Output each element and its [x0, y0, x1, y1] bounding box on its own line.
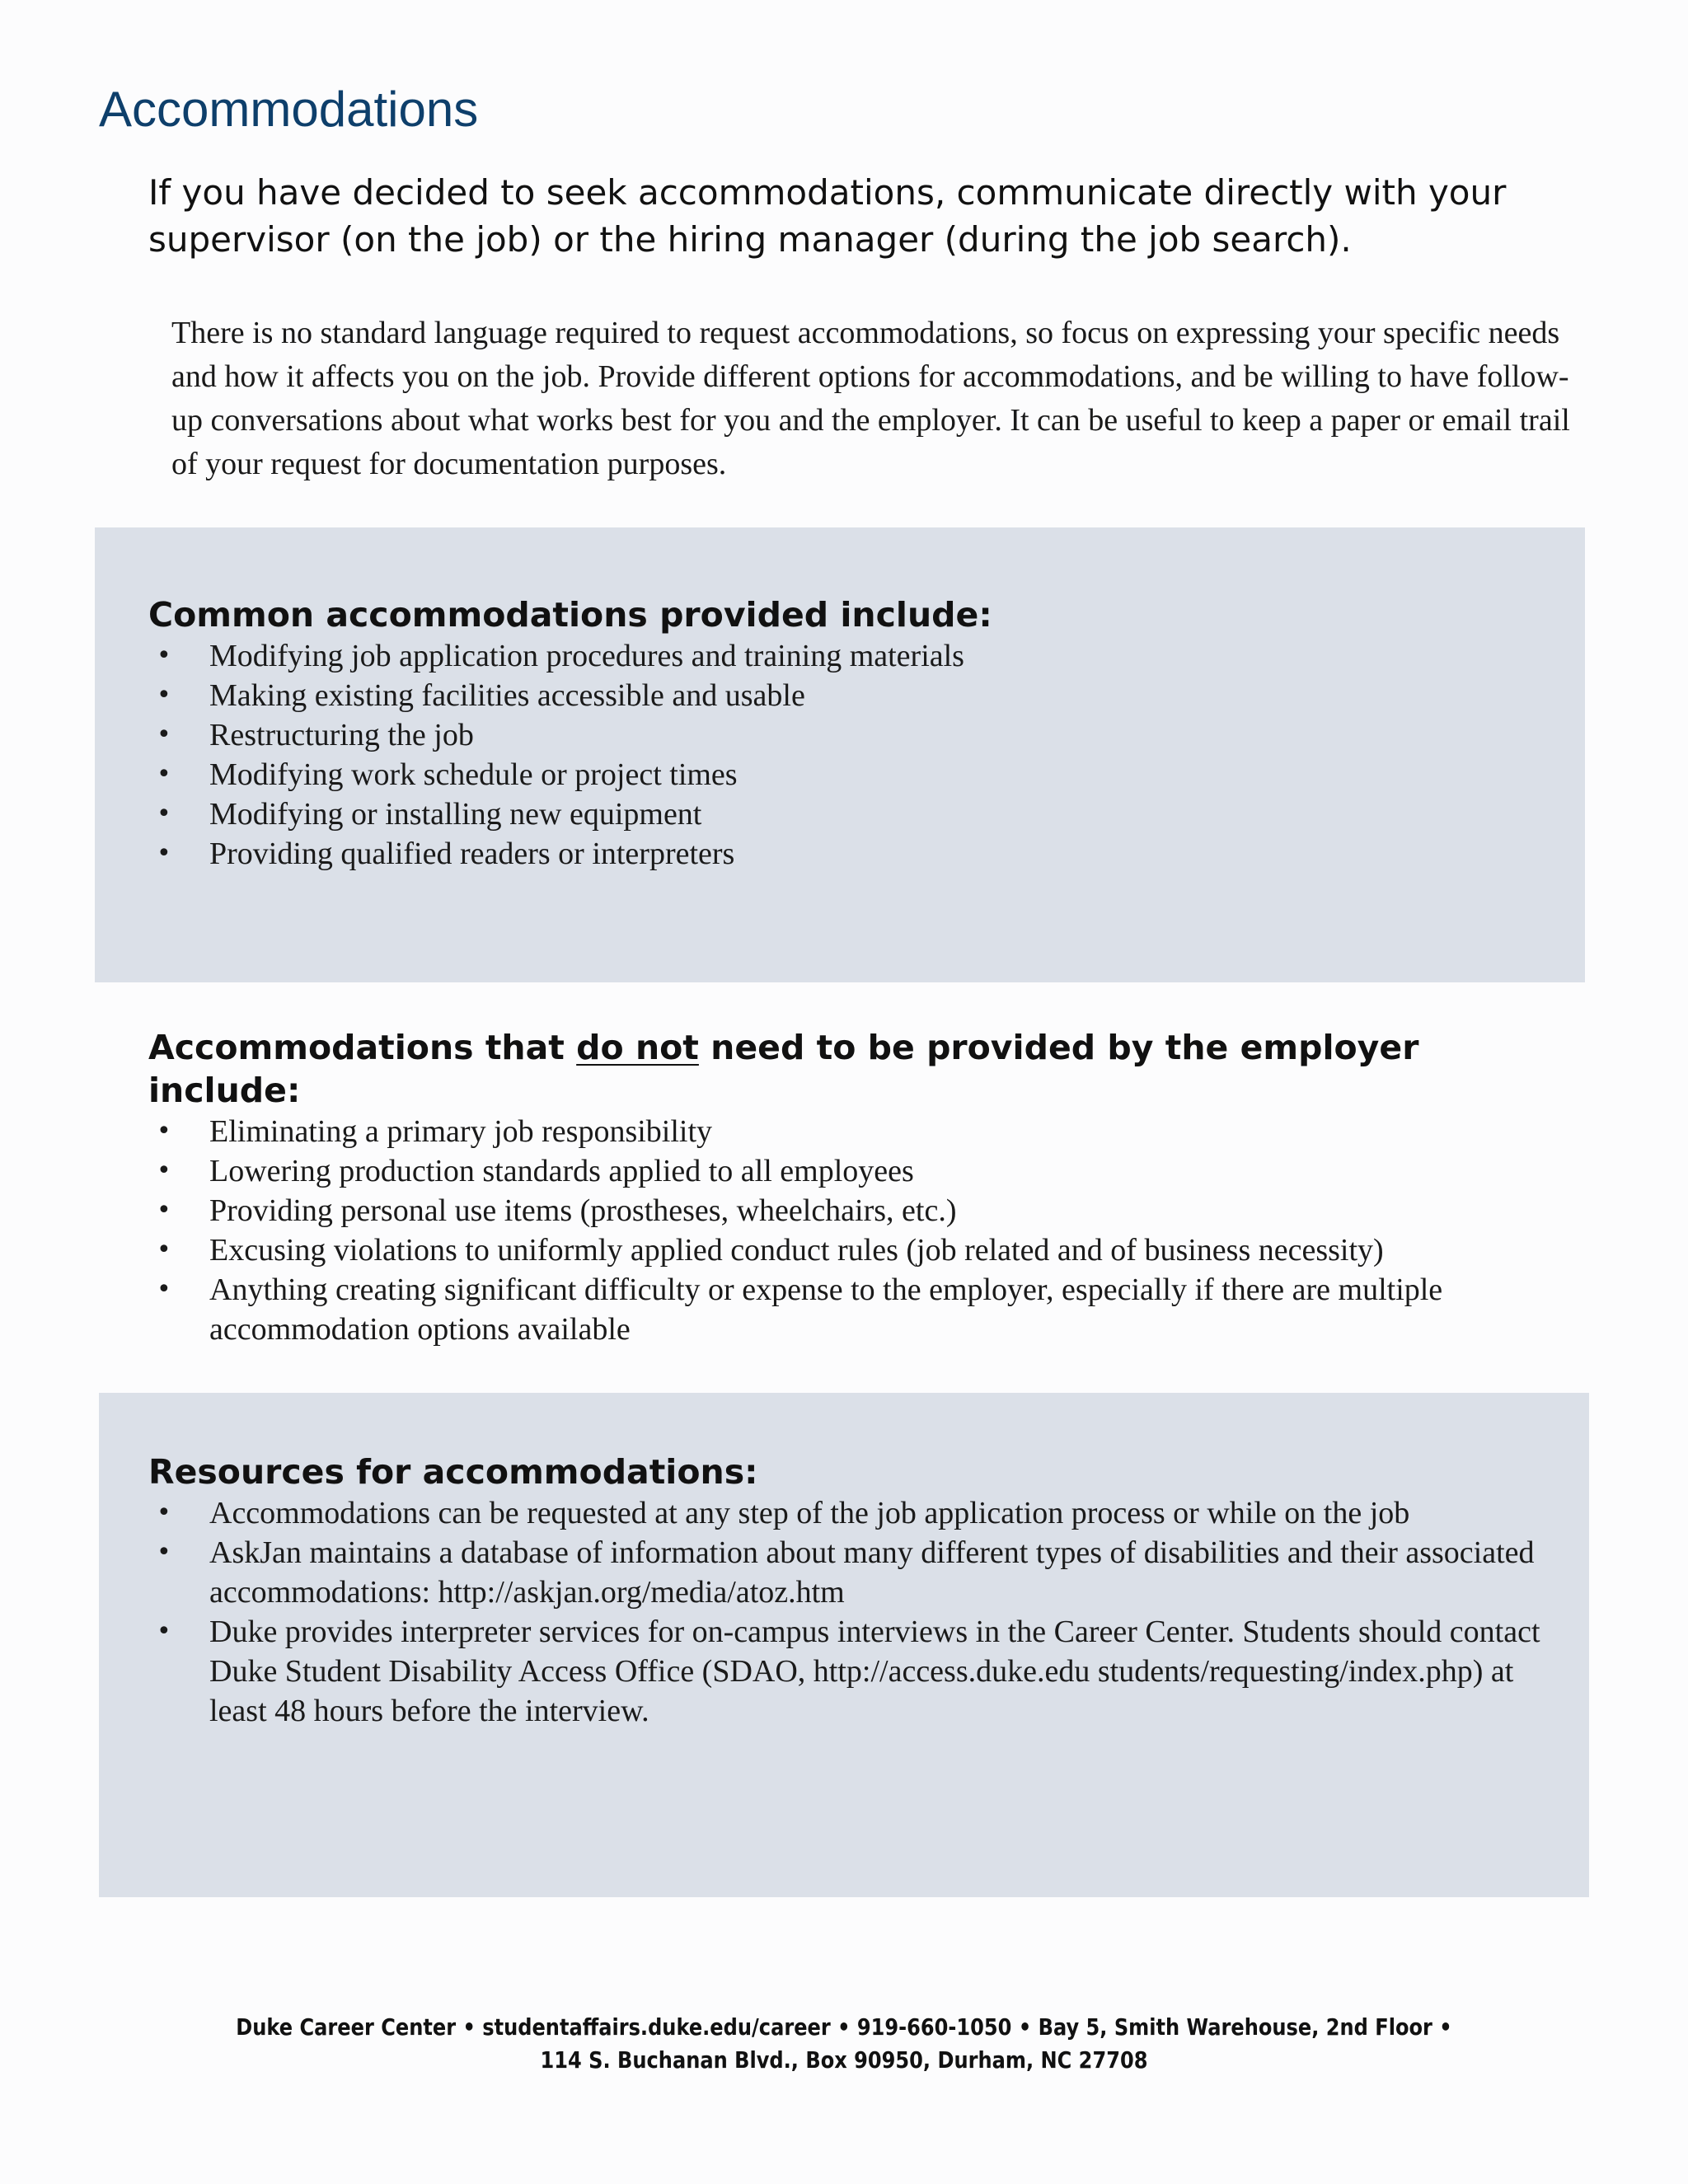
list-item-text: Anything creating significant difficulty or expense to the employer, especially if there are multiple accommodation options available: [209, 1272, 1443, 1347]
not-required-heading-start: Accommodations that: [148, 1028, 577, 1067]
bullet-icon: •: [157, 641, 171, 670]
list-item: [148, 715, 1566, 755]
list-item: [148, 636, 1566, 676]
list-item: [148, 1230, 1566, 1270]
bullet-icon: •: [157, 720, 171, 749]
list-item-text: Providing personal use items (prostheses, wheelchairs, etc.): [209, 1193, 957, 1228]
list-item-text: Modifying or installing new equipment: [209, 797, 702, 832]
list-item: [148, 794, 1566, 834]
list-item-text: Restructuring the job: [209, 718, 474, 752]
bullet-icon: •: [157, 1196, 171, 1225]
list-item-text: Accommodations can be requested at any step of the job application process or while on the job: [209, 1496, 1410, 1530]
list-item-text: Modifying work schedule or project times: [209, 757, 738, 792]
bullet-icon: •: [157, 760, 171, 789]
list-item: [148, 1151, 1566, 1191]
common-accommodations-list: [148, 636, 1566, 874]
bullet-icon: •: [157, 1275, 171, 1304]
footer-contact: [118, 2011, 1569, 2077]
list-item: [148, 1112, 1566, 1151]
list-item: [148, 1493, 1566, 1533]
intro-paragraph: There is no standard language required to request accommodations, so focus on expressing your specific needs and how it affects you on the job. Provide different options for accommodations, and be willing to have follow-up conversations about what works best for you and the employer. It can be useful to keep a paper or email trail of your request for documentation purposes.: [171, 316, 1570, 481]
list-item: [148, 755, 1566, 794]
not-required-heading: [148, 1026, 1566, 1112]
resources-list: [148, 1493, 1566, 1731]
bullet-icon: •: [157, 1617, 171, 1646]
list-item: [148, 1533, 1566, 1612]
list-item-text: Modifying job application procedures and training materials: [209, 639, 964, 673]
not-required-section: [148, 1026, 1566, 1349]
list-item-text: Lowering production standards applied to all employees: [209, 1154, 914, 1188]
list-item: [148, 1191, 1566, 1230]
resources-section: [148, 1451, 1566, 1731]
resources-heading: Resources for accommodations:: [148, 1452, 758, 1492]
list-item-text: Eliminating a primary job responsibility: [209, 1114, 713, 1149]
bullet-icon: •: [157, 681, 171, 710]
list-item: [148, 1270, 1566, 1349]
bullet-icon: •: [157, 839, 171, 868]
not-required-heading-end: need to be provided by the employer include:: [148, 1028, 1419, 1110]
not-required-list: [148, 1112, 1566, 1349]
bullet-icon: •: [157, 1498, 171, 1527]
list-item: [148, 1612, 1566, 1731]
footer-line-2: 114 S. Buchanan Blvd., Box 90950, Durham, NC 27708: [540, 2046, 1148, 2074]
lead-statement: If you have decided to seek accommodations, communicate directly with your supervisor (on the job) or the hiring manager (during the job search).: [148, 172, 1507, 260]
list-item-text: AskJan maintains a database of information about many different types of disabilities and their associated accommodations: http://askjan.org/media/atoz.htm: [209, 1535, 1535, 1610]
list-item-text: Duke provides interpreter services for on-campus interviews in the Career Center. Students should contact Duke Student Disability Access Office (SDAO, http://access.duke.edu students/requesting/index.php) at least 48 hours before the interview.: [209, 1615, 1540, 1728]
footer-line-1: Duke Career Center • studentaffairs.duke.edu/career • 919-660-1050 • Bay 5, Smith Warehouse, 2nd Floor •: [236, 2013, 1452, 2041]
bullet-icon: •: [157, 1117, 171, 1146]
page-title: Accommodations: [99, 82, 479, 137]
bullet-icon: •: [157, 1538, 171, 1567]
not-required-heading-emphasis: do not: [576, 1028, 699, 1067]
list-item-text: Making existing facilities accessible and usable: [209, 678, 805, 713]
common-accommodations-section: [148, 593, 1566, 874]
list-item-text: Providing qualified readers or interpreters: [209, 837, 735, 871]
common-accommodations-heading: Common accommodations provided include:: [148, 595, 992, 635]
list-item-text: Excusing violations to uniformly applied conduct rules (job related and of business necessity): [209, 1233, 1384, 1268]
list-item: [148, 834, 1566, 874]
list-item: [148, 676, 1566, 715]
bullet-icon: •: [157, 1156, 171, 1185]
bullet-icon: •: [157, 799, 171, 828]
bullet-icon: •: [157, 1235, 171, 1264]
